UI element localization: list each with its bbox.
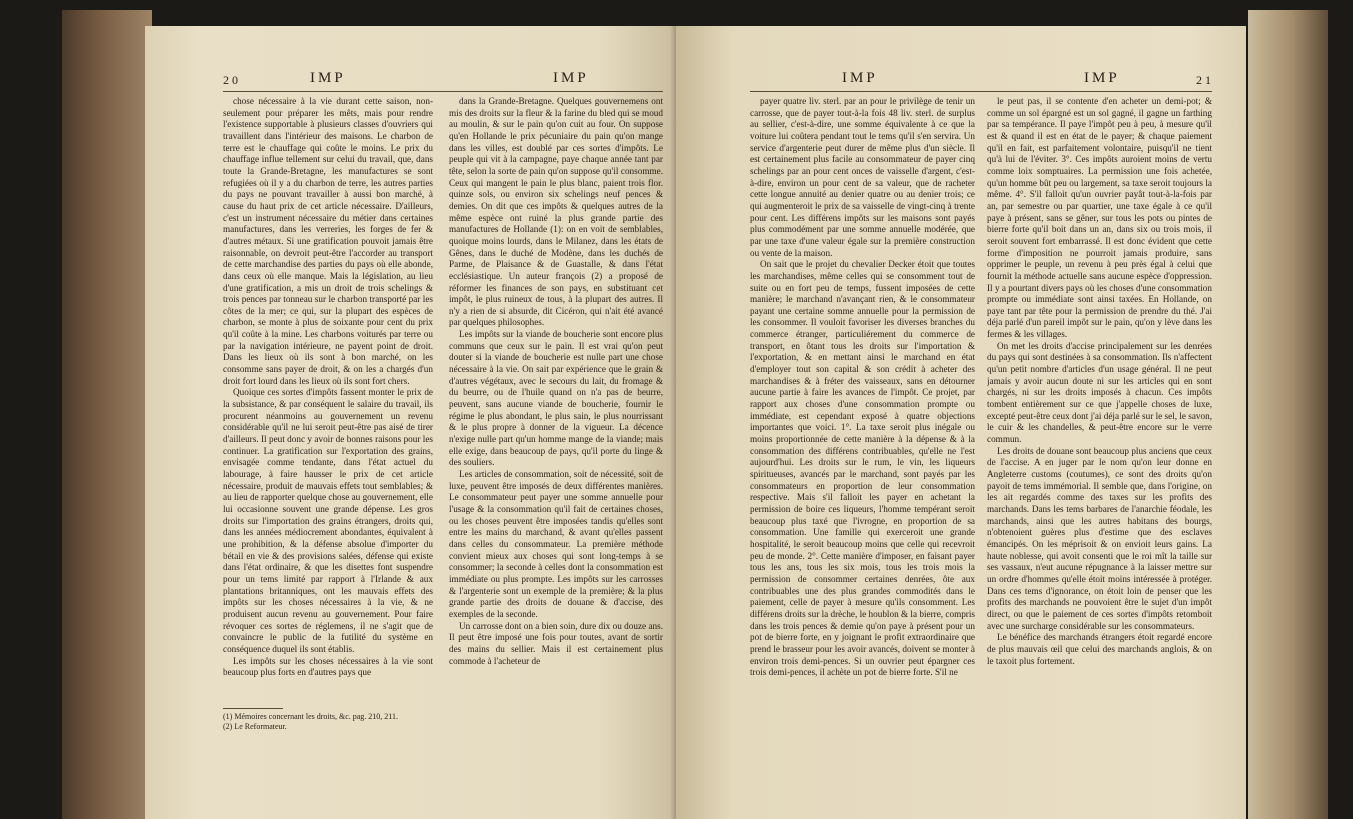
left-col1-paragraph: chose nécessaire à la vie durant cette saison, non-seulement pour préparer les mêts, mais pour rendre l'existence supportable à plusieurs classes d'ouvriers qui travaillent dans l'intérieur des maisons. Le charbon de terre est le chauffage qui coûte le moins. Le prix du chauffage influe tellement sur celui du travail, que, dans toute la Grande-Bretagne, les manufactures se sont refugiées où il y a du charbon de terre, les autres parties du pays ne pouvant travailler à aussi bon marché, à cause du haut prix de cet article nécessaire. D'ailleurs, c'est un instrument nécessaire du métier dans certaines manufactures, dans les verreries, les forges de fer & d'autres métaux. Si une gratification pouvoit jamais être raisonnable, on devroit peut-être l'accorder au transport de cette marchandise des parties du pays où elle abonde, dans ceux où elle manque. Mais la législation, au lieu d'une gratification, a mis un droit de trois schelings & trois pences par tonneau sur le charbon transporté par les côtes de la mer; ce qui, sur la plupart des espèces de charbon, se monte à plus de soixante pour cent du prix qu'il coûte à la mine. Les charbons voiturés par terre ou par la navigation intérieure, ne payent point de droit. Dans les lieux où ils sont à bon marché, on les consomme sans payer de droit, & on les a chargés d'un droit fort lourd dans les lieux où ils sont fort chers. [223,96,433,386]
right-head-word-1: IMP [842,70,878,86]
left-col2-paragraph: Les articles de consommation, soit de nécessité, soit de luxe, peuvent être imposés de deux différentes manières. Le consommateur peut payer une somme annuelle pour l'usage & la consommation qu'il fait de certaines choses, ou les choses peuvent être imposées tandis qu'elles sont entre les mains du marchand, & avant qu'elles passent dans celles du consommateur. La première méthode convient mieux aux choses qui sont long-temps à se consommer; la seconde à celles dont la consommation est immédiate ou plus prompte. Les impôts sur les carrosses & l'argenterie sont un exemple de la première; & la plus grande partie des droits de douane & d'accise, des exemples de la seconde. [449,469,663,619]
left-col2-paragraph: Les impôts sur la viande de boucherie sont encore plus communs que ceux sur le pain. Il est vrai qu'on peut douter si la viande de boucherie est nulle part une chose nécessaire à la vie. On sait par expérience que le grain & d'autres végétaux, avec le secours du lait, du fromage & du beurre, ou de l'huile quand on n'a pas de beurre, peuvent, sans aucune viande de boucherie, fournir le régime le plus abondant, le plus sain, le plus nourrissant & le plus propre à donner de la vigueur. La décence n'exige nulle part qu'un homme mange de la viande; mais elle exige, dans beaucoup de pays, qu'il porte du linge & des souliers. [449,329,663,468]
left-page-column-1 [223,96,433,706]
left-head-word-2: IMP [553,70,589,86]
right-page-column-2 [987,96,1212,818]
right-page-column-1 [750,96,975,818]
right-col1-paragraph: payer quatre liv. sterl. par an pour le privilège de tenir un carrosse, que de payer tout-à-la fois 48 liv. sterl. de surplus au sellier, c'est-à-dire, une somme équivalente à ce que la voiture lui coûtera pendant tout le tems qu'il s'en servira. Un service d'argenterie peut durer de même plus d'un siècle. Il est certainement plus facile au consommateur de payer cinq schelings par an pour cent onces de vaisselle d'argent, c'est-à-dire, environ un pour cent de sa valeur, que de racheter cette longue annuité au denier quatre ou au denier trois; ce qui augmenteroit le prix de sa vaisselle de vingt-cinq à trente pour cent. Les différens impôts sur les maisons sont payés plus commodément par une somme annuelle modérée, que par une taxe d'une valeur égale sur la première construction ou vente de la maison. [750,96,975,258]
book-binding-left [62,10,152,819]
book-binding-right [1248,10,1328,819]
right-col2-paragraph: On met les droits d'accise principalement sur les denrées du pays qui sont destinées à sa consommation. Ils n'affectent qu'un petit nombre d'articles d'un usage général. Il ne peut jamais y avoir aucun doute ni sur les articles qui en sont chargés, ni sur les droits imposés à chacun. Ces impôts tombent entièrement sur ce que j'appelle choses de luxe, excepté peut-être ceux dont j'ai déja parlé sur le sel, le savon, le cuir & les chandelles, & peut-être encore sur le verre commun. [987,340,1212,445]
right-col1-paragraph: On sait que le projet du chevalier Decker étoit que toutes les marchandises, même celles qui se consomment tout de suite ou en fort peu de temps, fussent imposées de cette manière; le marchand n'avançant rien, & le consommateur payant une certaine somme annuelle pour la permission de les consommer. Il vouloit favoriser les diverses branches du commerce étranger, particuliérement du commerce de transport, en ôtant tous les droits sur l'importation & l'exportation, & en mettant ainsi le marchand en état d'employer tout son capital & son crédit à acheter des marchandises & à fréter des vaisseaux, sans en détourner aucune partie à faire les avances de l'impôt. Ce projet, par rapport aux choses d'une consommation prompte ou immédiate, est cependant exposé à quatre objections importantes que voici. 1°. La taxe seroit plus inégale ou moins proportionnée de cette manière à la dépense & à la consommation des différens contribuables, qu'elle ne l'est aujourd'hui. Les droits sur le rum, le vin, les liqueurs spiritueuses, avancés par le marchand, sont payés par les consommateurs en proportion de leur consommation respective. Mais s'il falloit les payer en achetant la permission de boire ces liqueurs, l'homme tempérant seroit beaucoup plus taxé que l'ivrogne, en proportion de sa consommation. Une famille qui exerceroit une grande hospitalité, le seroit beaucoup moins que celle qui recevroit peu de monde. 2°. Cette manière d'imposer, en faisant payer tous les ans, tous les six mois, tous les trois mois la permission de consommer certaines denrées, ôte aux contribuables une des plus grandes commodités dans le paiement, celle de payer à mesure qu'ils consomment. Les différens droits sur la drèche, le houblon & la bierre, compris dans les trois pences & demie qu'on paye à présent pour un pot de bierre forte, en y joignant le profit extraordinaire que prend le brasseur pour les avoir avancés, doivent se monter à environ trois demi-pences. Si un ouvrier peut épargner ces trois demi-pences, il achète un pot de bierre forte. S'il ne [750,259,975,678]
footnote-1: (1) Mémoires concernant les droits, &c. pag. 210, 211. [223,712,398,721]
left-col2-paragraph: dans la Grande-Bretagne. Quelques gouvernemens ont mis des droits sur la fleur & la farine du bled qui se moud au moulin, & sur le pain qu'on cuit au four. On suppose qu'en Hollande le prix pécuniaire du pain qu'on mange dans les villes, est doublé par ces sortes d'impôts. Le peuple qui vit à la campagne, paye chaque année tant par tête, selon la sorte de pain qu'on suppose qu'il consomme. Ceux qui mangent le pain le plus blanc, paient trois flor. quinze sols, ou environ six schelings neuf pences & demies. On dit que ces impôts & quelques autres de la même espèce ont ruiné la plus grande partie des manufactures de Hollande (1): on en voit de semblables, quoique moins lourds, dans le Milanez, dans les états de Gênes, dans le duché de Modène, dans les duchés de Parme, de Plaisance & de Guastalle, & dans l'état ecclésiastique. Un auteur françois (2) a proposé de réformer les finances de son pays, en substituant cet impôt, le plus ruineux de tous, à la plupart des autres. Il n'y a rien de si absurde, dit Cicéron, qui n'ait été avancé par quelques philosophes. [449,96,663,328]
right-head-rule [750,91,1212,92]
left-head-rule [223,91,663,92]
right-folio: 21 [1196,73,1214,87]
left-folio: 20 [223,73,241,87]
left-head-word-1: IMP [310,70,346,86]
footnote-2: (2) Le Reformateur. [223,722,287,731]
left-col1-paragraph: Quoique ces sortes d'impôts fassent monter le prix de la subsistance, & par conséquent le salaire du travail, ils procurent néanmoins au gouvernement un revenu considérable qu'il ne lui seroit peut-être pas aisé de tirer d'ailleurs. Il peut donc y avoir de bonnes raisons pour les continuer. La gratification sur l'exportation des grains, envisagée comme tendante, dans l'état actuel du labourage, à faire hausser le prix de cet article nécessaire, produit de mauvais effets tout semblables; & au lieu de rapporter quelque chose au gouvernement, elle lui occasionne souvent une grande dépense. Les gros droits sur l'importation des grains étrangers, droits qui, dans les années médiocrement abondantes, équivalent à une prohibition, & la défense absolue d'importer du bétail en vie & des provisions salées, défense qui existe dans l'état ordinaire, & que les disettes font suspendre pour un tems limité par rapport à l'Irlande & aux plantations britanniques, ont les mauvais effets des impôts sur les choses nécessaires à la vie, & ne produisent aucun revenu au gouvernement. Pour faire révoquer ces sortes de réglemens, il ne s'agit que de convaincre le public de la futilité du système en conséquence duquel ils sont établis. [223,387,433,654]
right-running-head [676,70,1246,88]
right-head-word-2: IMP [1084,70,1120,86]
left-footnotes [223,712,663,732]
right-col2-paragraph: Le bénéfice des marchands étrangers étoit regardé encore de plus mauvais œil que celui des marchands anglois, & on le taxoit plus fortement. [987,632,1212,666]
left-col2-paragraph: Un carrosse dont on a bien soin, dure dix ou douze ans. Il peut être imposé une fois pour toutes, avant de sortir des mains du sellier. Mais il est certainement plus commode à l'acheteur de [449,620,663,666]
right-col2-paragraph: Les droits de douane sont beaucoup plus anciens que ceux de l'accise. A en juger par le nom qu'on leur donne en Angleterre customs (coutumes), ce sont des droits qu'on payoit de tems immémorial. Il semble que, dans l'origine, on les ait regardés comme des taxes sur les profits des marchands. Dans les tems barbares de l'anarchie féodale, les marchands, ainsi que les autres habitans des bourgs, n'obtenoient guères plus d'estime que des esclaves émancipés. On les méprisoit & on envioit leurs gains. La haute noblesse, qui avoit consenti que le roi mît la taille sur ses vassaux, n'eut aucune répugnance à la laisser mettre sur un ordre d'hommes qu'elle étoit moins intéressée à protéger. Dans ces tems d'ignorance, on étoit loin de penser que les profits des marchands ne pouvoient être le sujet d'un impôt direct, ou que le paiement de ces sortes d'impôts retomboit avec une surcharge considérable sur les consommateurs. [987,445,1212,631]
left-page-column-2 [449,96,663,706]
left-page [145,26,678,819]
left-col1-paragraph: Les impôts sur les choses nécessaires à la vie sont beaucoup plus forts en d'autres pays que [223,655,433,678]
left-footnote-rule [223,708,283,709]
right-col2-paragraph: le peut pas, il se contente d'en acheter un demi-pot; & comme un sol épargné est un sol gagné, il gagne un farthing par sa tempérance. Il paye l'impôt peu à peu, à mesure qu'il est & quand il est en état de le payer; & chaque paiement qu'il en fait, est parfaitement volontaire, puisqu'il ne tient qu'à lui de l'éviter. 3°. Ces impôts auroient moins de vertu comme loix somptuaires. La permission une fois achetée, qu'un homme bût peu ou largement, sa taxe seroit toujours la même. 4°. S'il falloit qu'un ouvrier payât tout-à-la-fois par an, par semestre ou par quartier, une taxe égale à ce qu'il paye à présent, sans se gêner, sur tous les pots ou pintes de bierre forte qu'il boit dans un an, dans six ou trois mois, il seroit souvent fort embarrassé. Il est donc évident que cette forme d'imposition ne pourroit jamais produire, sans opprimer le peuple, un revenu à peu près égal à celui que fournit la méthode actuelle sans aucune espèce d'oppression. Il y a pourtant divers pays où les choses d'une consommation prompte ou immédiate sont ainsi taxées. En Hollande, on paye tant par tête pour la permission de prendre du thé. J'ai déja parlé d'un pareil impôt sur le pain, qu'on y lève dans les fermes & les villages. [987,96,1212,340]
right-page [676,26,1246,819]
left-running-head [145,70,678,88]
